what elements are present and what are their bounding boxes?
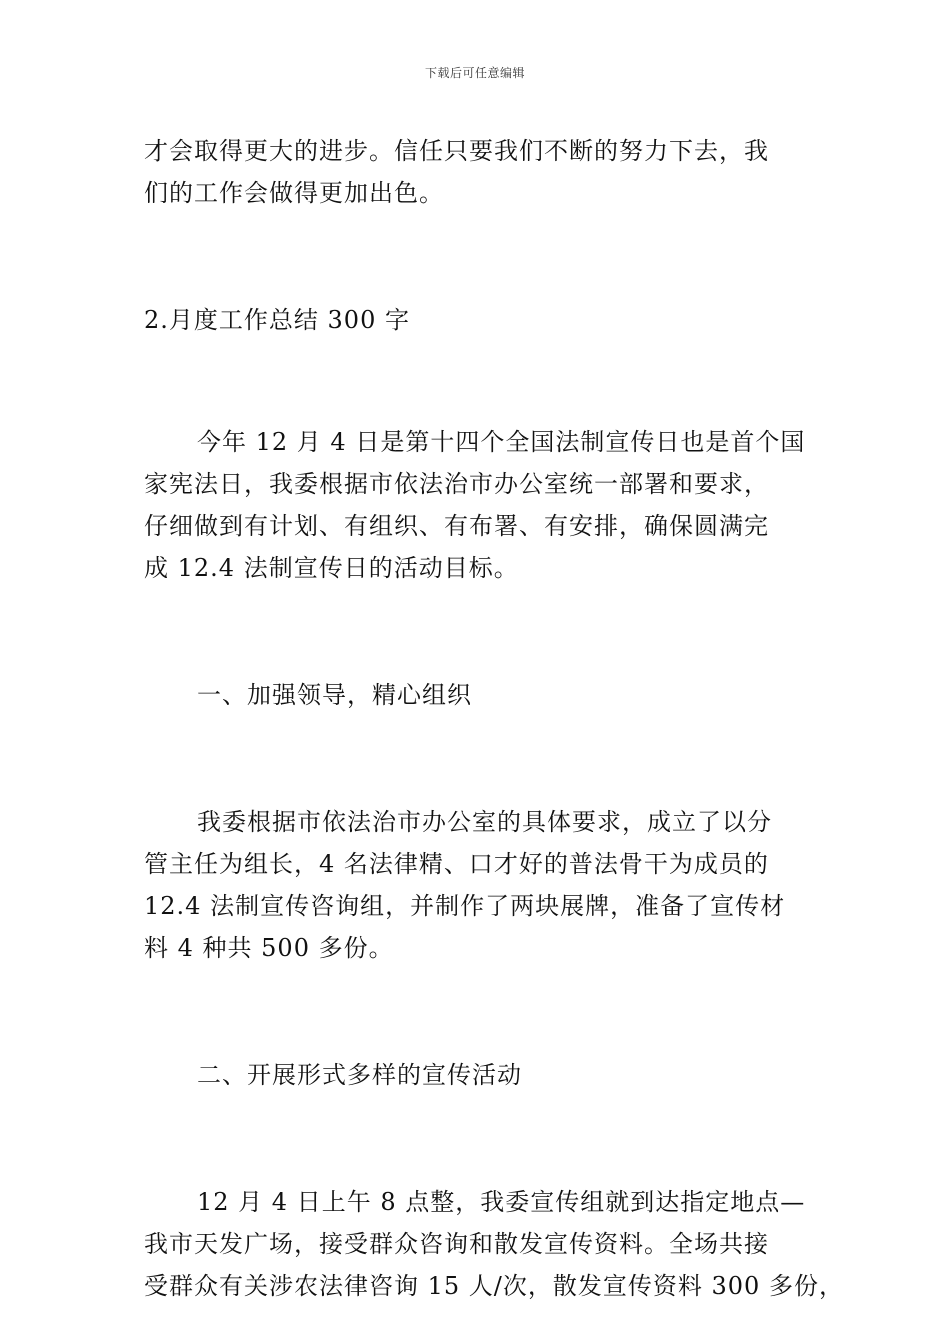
heading-text: 一、加强领导，精心组织 bbox=[197, 681, 472, 709]
paragraph-continuation bbox=[144, 130, 824, 214]
text-line: 料 4 种共 500 多份。 bbox=[144, 934, 394, 962]
text-line: 家宪法日，我委根据市依法治市办公室统一部署和要求， bbox=[144, 470, 769, 498]
document-body bbox=[144, 130, 844, 1307]
page-header: 下载后可任意编辑 bbox=[424, 66, 525, 80]
text-line: 12 月 4 日上午 8 点整，我委宣传组就到达指定地点— bbox=[197, 1188, 806, 1216]
subheading-one bbox=[144, 674, 824, 716]
paragraph-intro bbox=[144, 421, 824, 589]
subheading-two bbox=[144, 1054, 824, 1096]
text-line: 受群众有关涉农法律咨询 15 人/次，散发宣传资料 300 多份， bbox=[144, 1272, 844, 1300]
text-line: 管主任为组长，4 名法律精、口才好的普法骨干为成员的 bbox=[144, 850, 769, 878]
heading-text: 2.月度工作总结 300 字 bbox=[144, 306, 410, 334]
text-line: 我市天发广场，接受群众咨询和散发宣传资料。全场共接 bbox=[144, 1230, 769, 1258]
text-line: 才会取得更大的进步。信任只要我们不断的努力下去，我 bbox=[144, 137, 769, 165]
section-heading bbox=[144, 299, 824, 341]
paragraph-organization bbox=[144, 801, 824, 969]
text-line: 今年 12 月 4 日是第十四个全国法制宣传日也是首个国 bbox=[197, 428, 806, 456]
paragraph-activities bbox=[144, 1181, 844, 1307]
text-line: 们的工作会做得更加出色。 bbox=[144, 179, 444, 207]
text-line: 仔细做到有计划、有组织、有布署、有安排，确保圆满完 bbox=[144, 512, 769, 540]
text-line: 12.4 法制宣传咨询组，并制作了两块展牌，准备了宣传材 bbox=[144, 892, 786, 920]
text-line: 成 12.4 法制宣传日的活动目标。 bbox=[144, 554, 519, 582]
heading-text: 二、开展形式多样的宣传活动 bbox=[197, 1061, 522, 1089]
text-line: 我委根据市依法治市办公室的具体要求，成立了以分 bbox=[197, 808, 772, 836]
